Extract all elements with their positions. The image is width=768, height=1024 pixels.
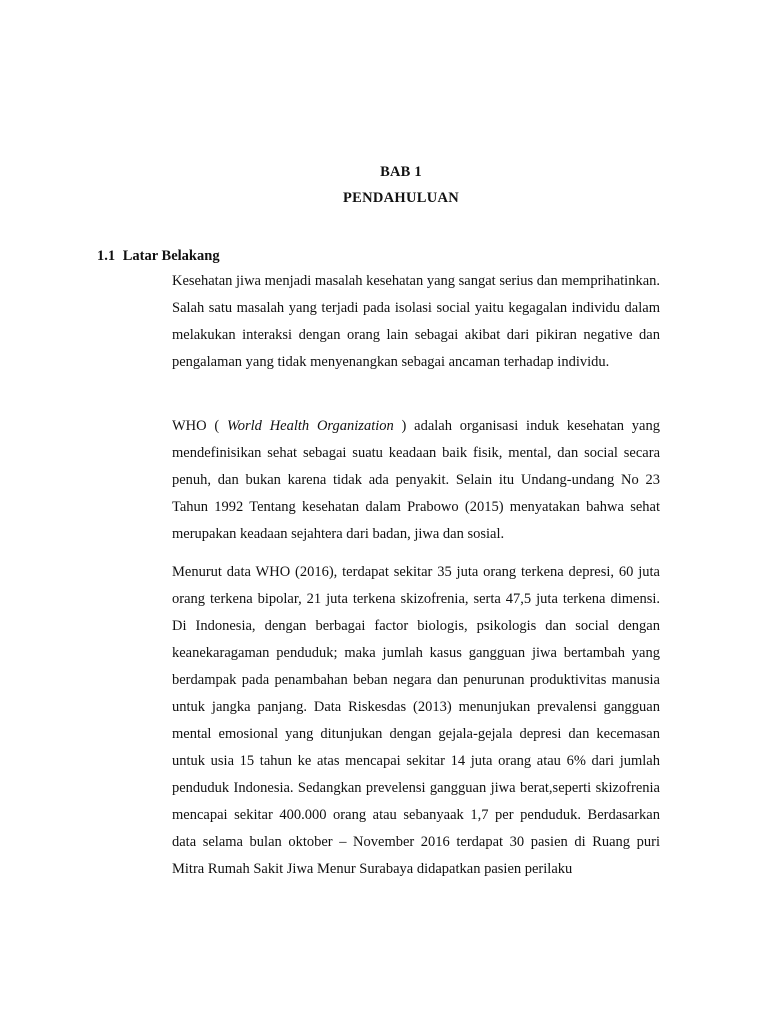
who-full-name: World Health Organization bbox=[227, 418, 394, 434]
paragraph-2-intro: WHO ( bbox=[172, 418, 228, 434]
paragraph-2 bbox=[172, 413, 660, 548]
paragraph-1: Kesehatan jiwa menjadi masalah kesehatan yang sangat serius dan memprihatinkan. Salah satu masalah yang terjadi pada isolasi social yaitu kegagalan individu dalam melakukan interaksi dengan orang lain sebagai akibat dari pikiran negative dan pengalaman yang tidak menyenangkan sebagai ancaman terhadap individu. bbox=[172, 273, 661, 370]
section-number: 1.1 bbox=[97, 248, 116, 264]
paragraph-2-body: ) adalah organisasi induk kesehatan yang mendefinisikan sehat sebagai suatu keadaan baik fisik, mental, dan social secara penuh, dan bukan karena tidak ada penyakit. Selain itu Undang-undang No 23 Tahun 1992 Tentang kesehatan dalam Prabowo (2015) menyatakan bahwa sehat merupakan keadaan sejahtera dari badan, jiwa dan sosial. bbox=[172, 418, 660, 542]
section-heading bbox=[97, 246, 220, 266]
chapter-title: PENDAHULUAN bbox=[342, 190, 460, 206]
chapter-number: BAB 1 bbox=[380, 164, 422, 180]
section-title: Latar Belakang bbox=[122, 248, 220, 264]
paragraph-3: Menurut data WHO (2016), terdapat sekitar 35 juta orang terkena depresi, 60 juta orang terkena bipolar, 21 juta terkena skizofrenia, serta 47,5 juta terkena dimensi. Di Indonesia, dengan berbagai factor biologis, psikologis dan social dengan keanekaragaman penduduk; maka jumlah kasus gangguan jiwa bertambah yang berdampak pada penambahan beban negara dan penurunan produktivitas manusia untuk jangka panjang. Data Riskesdas (2013) menunjukan prevalensi gangguan mental emosional yang ditunjukan dengan gejala-gejala depresi dan kecemasan untuk usia 15 tahun ke atas mencapai sekitar 14 juta orang atau 6% dari jumlah penduduk Indonesia. Sedangkan prevelensi gangguan jiwa berat,seperti skizofrenia mencapai sekitar 400.000 orang atau sebanyaak 1,7 per penduduk. Berdasarkan data selama bulan oktober – November 2016 terdapat 30 pasien di Ruang puri Mitra Rumah Sakit Jiwa Menur Surabaya didapatkan pasien perilaku bbox=[172, 564, 660, 877]
